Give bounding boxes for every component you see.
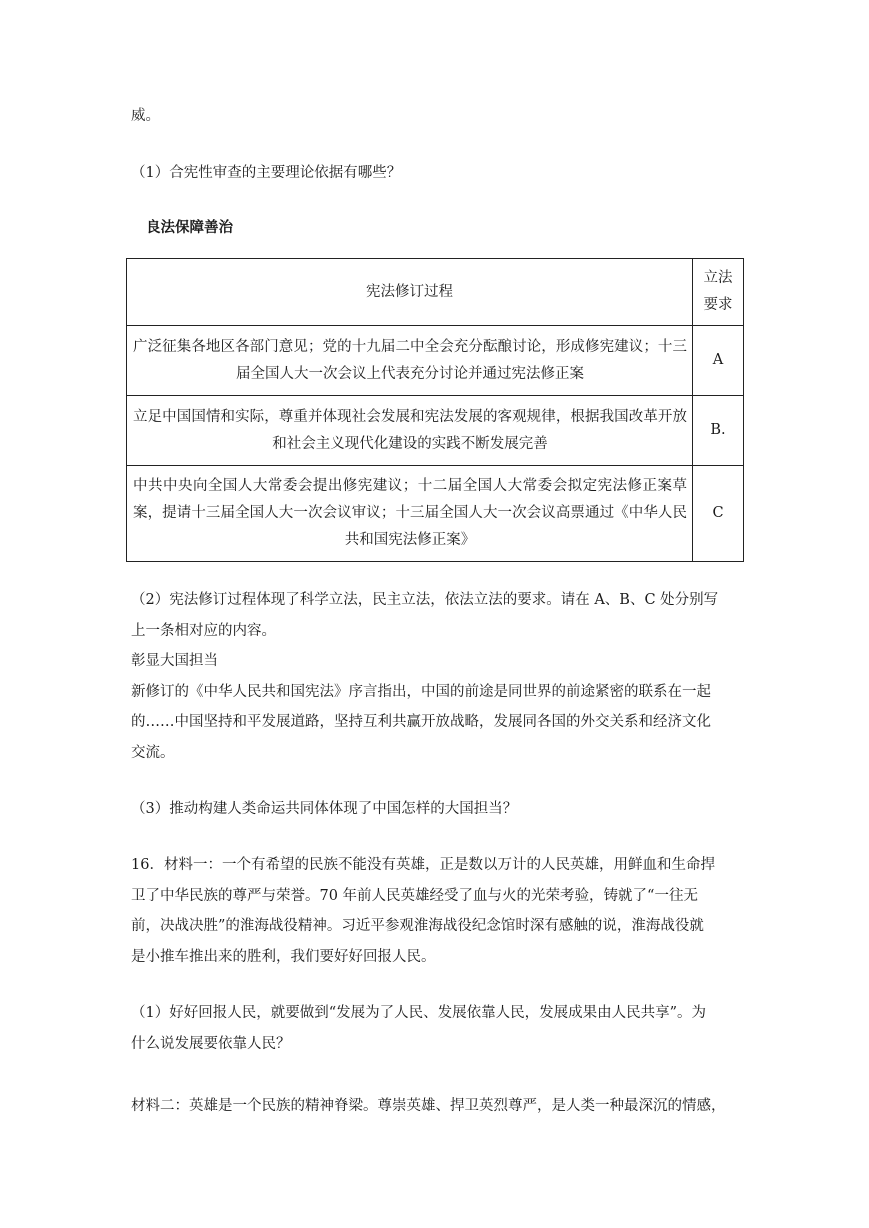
material-16-line2: 卫了中华民族的尊严与荣誉。70 年前人民英雄经受了血与火的光荣考验，铸就了“一往无: [131, 887, 698, 904]
question-3: （3）推动构建人类命运共同体体现了中国怎样的大国担当？: [131, 801, 518, 817]
constitution-amendment-table: [126, 258, 744, 562]
section-heading-great-power: 彰显大国担当: [131, 653, 218, 669]
process-cell: [127, 396, 693, 466]
question-2-line2: 上一条相对应的内容。: [131, 622, 276, 639]
preamble-line3: 交流。: [131, 744, 175, 761]
table-row: [127, 326, 744, 396]
table-row: [127, 396, 744, 466]
table-header-row: [127, 259, 744, 326]
header-requirement-line2: 要求: [703, 297, 733, 313]
preamble-line1: 新修订的《中华人民共和国宪法》序言指出，中国的前途是同世界的前途紧密的联系在一起: [131, 683, 711, 700]
table-row: [127, 466, 744, 562]
question-16-1-line1: （1）好好回报人民，就要做到“发展为了人民、发展依靠人民，发展成果由人民共享”。为: [131, 1005, 707, 1021]
process-cell: [127, 326, 693, 396]
process-text: 广泛征集各地区各部门意见；党的十九届二中全会充分酝酿讨论，形成修宪建议；十三届全国人大一次会议上代表充分讨论并通过宪法修正案: [133, 338, 687, 382]
header-process: 宪法修订过程: [127, 259, 693, 326]
question-1: （1）合宪性审查的主要理论依据有哪些？: [131, 165, 402, 181]
material-2-line1: 材料二：英雄是一个民族的精神脊梁。尊崇英雄、捍卫英烈尊严，是人类一种最深沉的情感，: [131, 1098, 726, 1114]
process-cell: [127, 466, 693, 562]
material-16-line1: 16．材料一：一个有希望的民族不能没有英雄，正是数以万计的人民英雄，用鲜血和生命捍: [131, 857, 715, 873]
question-2-line1: （2）宪法修订过程体现了科学立法，民主立法，依法立法的要求。请在 A、B、C 处分别写: [131, 592, 719, 608]
section-heading-good-law: 良法保障善治: [146, 219, 233, 236]
requirement-cell-c: C: [693, 466, 744, 562]
requirement-cell-a: A: [693, 326, 744, 396]
fragment-text: 威。: [131, 108, 160, 124]
requirement-cell-b: B.: [693, 396, 744, 466]
question-16-1-line2: 什么说发展要依靠人民？: [131, 1035, 291, 1052]
process-text: 中共中央向全国人大常委会提出修宪建议；十二届全国人大常委会拟定宪法修正案草案，提请十三届全国人大一次会议审议；十三届全国人大一次会议高票通过《中华人民共和国宪法修正案》: [133, 478, 687, 548]
material-16-line3: 前，决战决胜”的淮海战役精神。习近平参观淮海战役纪念馆时深有感触的说，淮海战役就: [131, 918, 704, 934]
question-16-1-block: [131, 998, 743, 1059]
process-text: 立足中国国情和实际，尊重并体现社会发展和宪法发展的客观规律，根据我国改革开放和社会主义现代化建设的实践不断发展完善: [133, 408, 687, 452]
header-requirement-line1: 立法: [703, 270, 733, 286]
header-requirement: [693, 259, 744, 326]
material-16-block: [131, 850, 743, 972]
question-2-block: [131, 585, 743, 768]
preamble-line2: 的……中国坚持和平发展道路，坚持互利共赢开放战略，发展同各国的外交关系和经济文化: [131, 714, 711, 730]
material-16-line4: 是小推车推出来的胜利，我们要好好回报人民。: [131, 948, 436, 965]
